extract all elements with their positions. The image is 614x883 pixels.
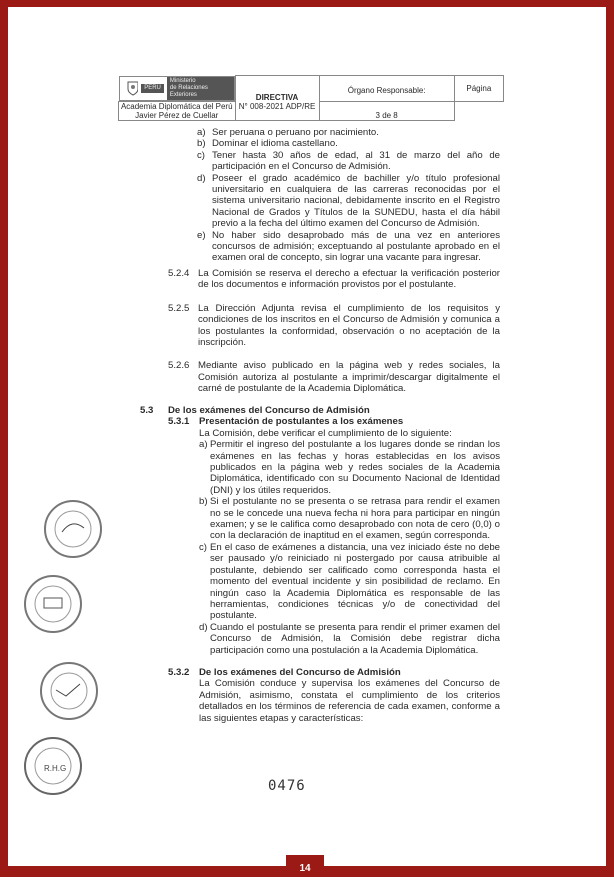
doc-id: DIRECTIVA N° 008-2021 ADP/RE — [235, 76, 319, 121]
ministry-name: Ministerio de Relaciones Exteriores — [167, 77, 234, 100]
list-item — [197, 230, 500, 264]
list-item — [199, 542, 500, 622]
list-item — [168, 303, 500, 349]
item-label: 5.2.5 — [168, 302, 190, 314]
item-label: b) — [199, 496, 208, 508]
organ-name: Academia Diplomática del Perú Javier Pérez de Cuellar — [119, 101, 236, 120]
item-text: La Comisión se reserva el derecho a efectuar la verificación posterior de los documentos e información provistos por el postulante. — [198, 268, 500, 291]
item-label: a) — [197, 127, 206, 138]
list-item — [168, 360, 500, 394]
item-label: c) — [199, 541, 207, 553]
item-text: Dominar el idioma castellano. — [212, 138, 338, 150]
item-label: 5.2.6 — [168, 360, 190, 372]
item-text: Ser peruana o peruano por nacimiento. — [212, 127, 379, 138]
list-item — [168, 268, 500, 291]
seal-stamp — [42, 498, 104, 560]
item-text: Permitir el ingreso del postulante a los lugares donde se rindan los exámenes en las fechas y horas establecidas en los avisos publicados en la página web y redes sociales de la Academia Diplomática, identificado con su Documento Nacional de Identidad (DNI) y los útiles requeridos. — [210, 439, 500, 496]
list-item — [197, 173, 500, 230]
section-5-3: 5.3 De los exámenes del Concurso de Admisión 5.3.1 Presentación de postulantes a los exámenes La Comisión, debe verificar el cumplimiento de lo siguiente: a) Permitir el ingreso del postulante a los lugares donde se rindan los exámenes en las fechas y horas establecidas en los avisos publicados en la página web y redes sociales de la Academia Diplomática, identificado con su Documento Nacional de Identidad (DNI) y los útiles requeridos. b) Si el postulante no se presenta o se retrasa para rendir el examen no se le concede una nueva fecha ni hora para participar en ningún examen; y se le califica como desaprobado con nota de cero (0,0) o con la declaración de inaptitud en el examen, según corresponda. c) En el caso de exámenes a distancia, una vez iniciado éste no debe ser pausado y/o reiniciado ni postergado por causa atribuible al postulante, debiendo ser calificado como corresponda hasta el momento del eventual incidente y sin posibilidad de reclamo. En ningún caso la Academia Diplomática es responsable de las herramientas, condiciones técnicas y/o de conectividad del postulante. d) Cuando el postulante se presenta para rendir el primer examen del Concurso de Admisión, la Comisión debe registrar dicha participación como una postulación a la Academia Diplomática. 5.3.2 De los exámenes del Concurso de Admisión La Comisión conduce y supervisa los exámenes del Concurso de Admisión, asimismo, constata el cumplimiento de los criterios detallados en los términos de referencia de cada examen, conforme a las siguientes etapas y características: — [140, 405, 500, 724]
peru-label: PERÚ — [141, 84, 164, 93]
section-title: De los exámenes del Concurso de Admisión — [168, 405, 370, 416]
subsection-title: Presentación de postulantes a los exámenes — [199, 416, 404, 428]
page-number: 14 — [286, 855, 324, 877]
item-text: La Dirección Adjunta revisa el cumplimiento de los requisitos y condiciones de los inscritos en el Concurso de Admisión y comunica a los postulantes la conformidad, observación o no aceptación de la inscripción. — [198, 302, 500, 349]
seal-stamp — [22, 573, 84, 635]
item-text: Mediante aviso publicado en la página web y redes sociales, la Comisión autoriza al postulante a imprimir/descargar digitalmente el carné de postulante de la Academia Diplomática. — [198, 360, 500, 395]
handwritten-folio: 0476 — [268, 778, 306, 794]
item-text: Tener hasta 30 años de edad, al 31 de marzo del año de participación en el Concurso de Admisión. — [212, 149, 500, 173]
list-item — [197, 138, 500, 149]
svg-text:R.H.G: R.H.G — [44, 764, 67, 773]
item-text: En el caso de exámenes a distancia, una vez iniciado éste no debe ser pausado y/o reiniciado ni postergado por causa atribuible al postulante, debiendo ser calificado como corresponda hasta el momento del eventual incidente y sin posibilidad de reclamo. En ningún caso la Academia Diplomática es responsable de las herramientas, condiciones técnicas y/o de conectividad del postulante. — [210, 541, 500, 622]
subsection-title: De los exámenes del Concurso de Admisión — [199, 666, 401, 678]
item-text: Poseer el grado académico de bachiller y/o título profesional universitario en cualquiera de las carreras reconocidas por el sistema universitario nacional, debidamente inscrito en el Registro Nacional de Grados y Títulos de la SUNEDU, hasta el día hábil previo a la fecha del último examen del Concurso de Admisión. — [212, 172, 500, 230]
item-label: d) — [197, 172, 206, 184]
item-label: e) — [197, 229, 206, 241]
item-label: b) — [197, 138, 206, 150]
item-text: No haber sido desaprobado más de una vez en anteriores concursos de admisión; exceptuando al postulante aprobado en el examen oral de concepto, sin lograr una vacante para ingresar. — [212, 229, 500, 264]
item-label: 5.2.4 — [168, 268, 190, 279]
list-item — [199, 439, 500, 496]
seal-stamp — [22, 735, 84, 797]
item-label: d) — [199, 621, 208, 633]
item-label: c) — [197, 149, 205, 161]
document-header — [118, 75, 504, 121]
seal-stamp — [38, 660, 100, 722]
requirements-list — [197, 127, 500, 264]
clauses — [168, 268, 500, 395]
list-item — [199, 496, 500, 542]
paragraph: La Comisión conduce y supervisa los exámenes del Concurso de Admisión, asimismo, constata el cumplimiento de los criterios detallados en los términos de referencia de cada examen, conforme a las siguientes etapas y características: — [199, 678, 500, 724]
item-text: Si el postulante no se presenta o se retrasa para rendir el examen no se le concede una nueva fecha ni hora para participar en ningún examen; y se le califica como desaprobado con nota de cero (0,0) o con la declaración de inaptitud en el examen, según corresponda. — [210, 496, 500, 542]
page-value: 3 de 8 — [319, 101, 454, 120]
organ-label: Órgano Responsable: — [319, 76, 454, 102]
ministry-logo — [119, 76, 235, 101]
intro: La Comisión, debe verificar el cumplimiento de lo siguiente: — [199, 427, 452, 439]
list-item — [197, 150, 500, 173]
item-text: Cuando el postulante se presenta para rendir el primer examen del Concurso de Admisión, la Comisión debe registrar dicha participación como una postulación a la Academia Diplomática. — [210, 621, 500, 656]
coat-of-arms-icon — [126, 80, 139, 96]
list-item — [199, 622, 500, 656]
page-label: Página — [454, 76, 503, 102]
item-label: a) — [199, 439, 208, 451]
list-item — [197, 127, 500, 138]
